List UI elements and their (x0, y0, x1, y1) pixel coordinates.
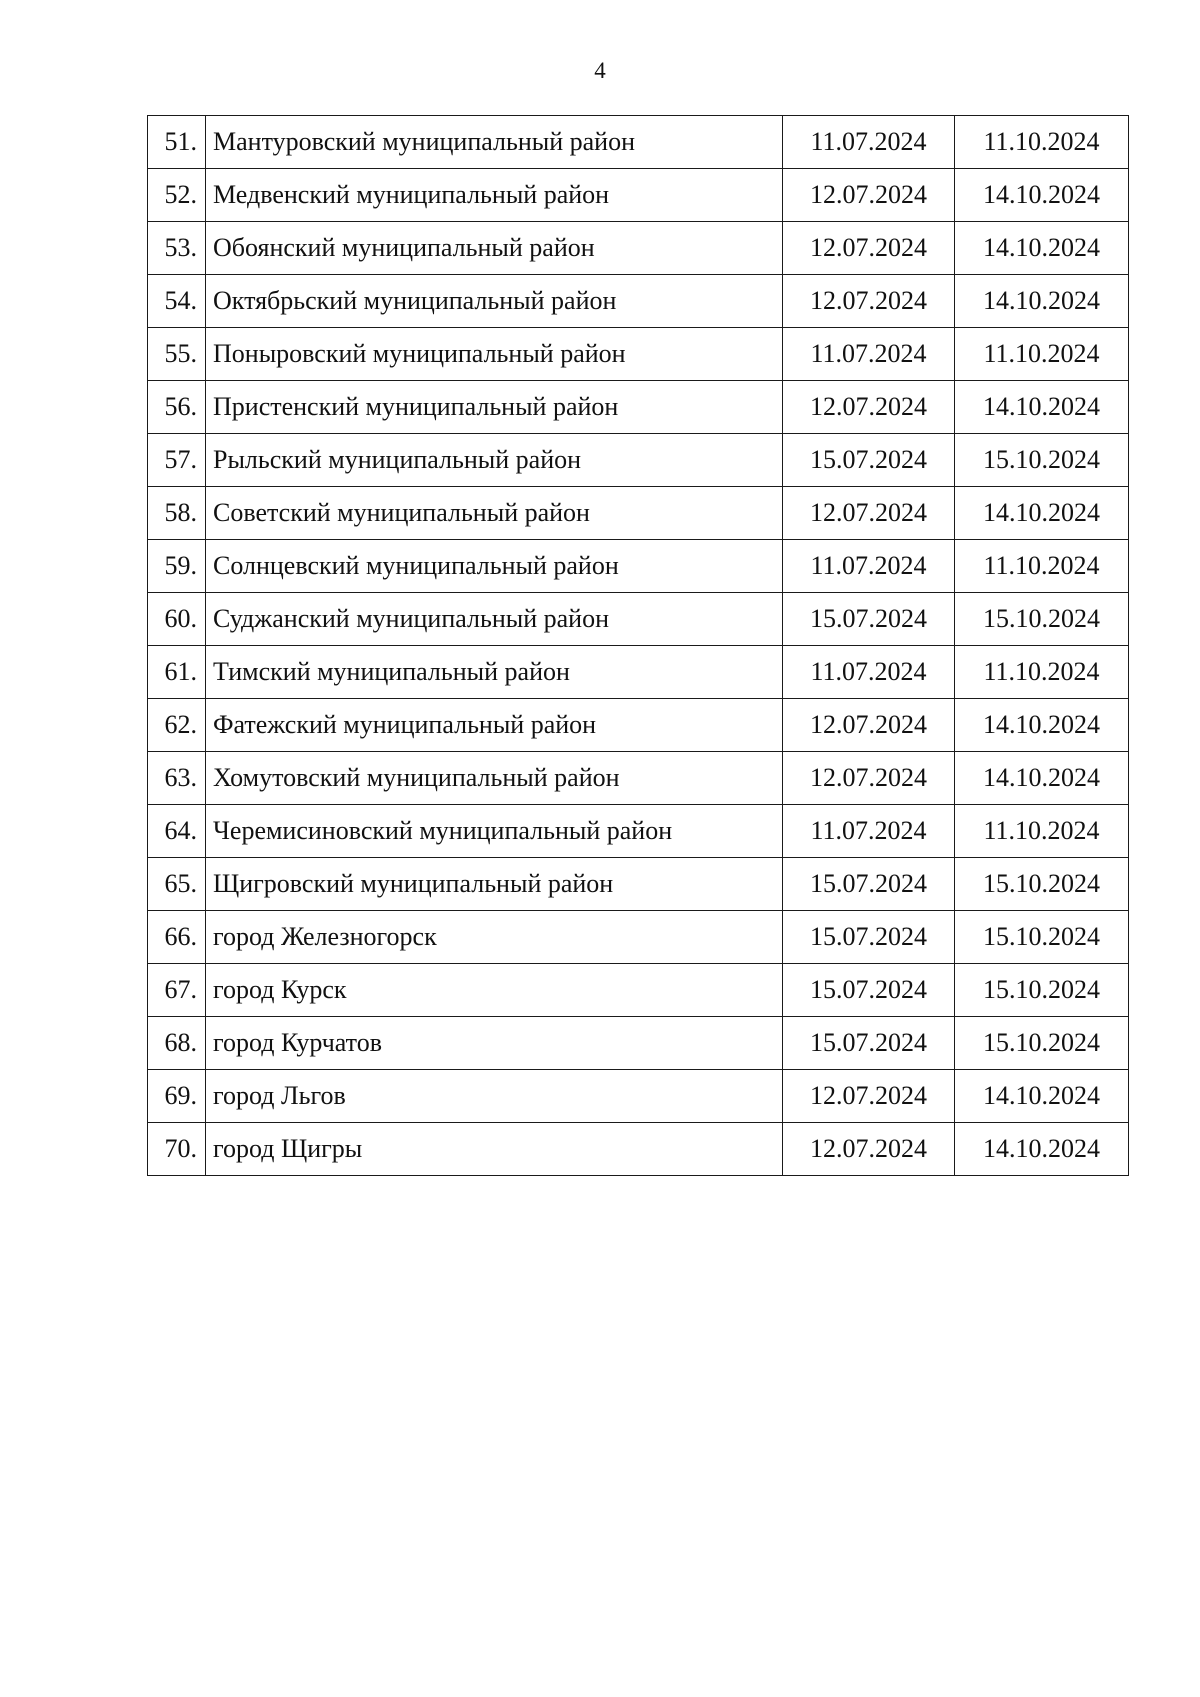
start-date: 15.07.2024 (783, 1017, 955, 1070)
page-number: 4 (594, 58, 606, 83)
start-date: 15.07.2024 (783, 593, 955, 646)
municipality-name: город Железногорск (206, 911, 783, 964)
table-row (148, 434, 1129, 487)
end-date: 15.10.2024 (955, 911, 1129, 964)
row-number: 51. (148, 116, 206, 169)
end-date: 11.10.2024 (955, 540, 1129, 593)
municipality-name: Солнцевский муниципальный район (206, 540, 783, 593)
schedule-table (147, 115, 1129, 1176)
table-row (148, 381, 1129, 434)
end-date: 11.10.2024 (955, 805, 1129, 858)
table-row (148, 116, 1129, 169)
row-number: 61. (148, 646, 206, 699)
table-row (148, 275, 1129, 328)
table-row (148, 699, 1129, 752)
end-date: 15.10.2024 (955, 858, 1129, 911)
row-number: 52. (148, 169, 206, 222)
row-number: 54. (148, 275, 206, 328)
row-number: 53. (148, 222, 206, 275)
end-date: 14.10.2024 (955, 699, 1129, 752)
table-row (148, 1017, 1129, 1070)
municipality-name: Обоянский муниципальный район (206, 222, 783, 275)
end-date: 15.10.2024 (955, 1017, 1129, 1070)
start-date: 15.07.2024 (783, 911, 955, 964)
table-row (148, 911, 1129, 964)
table-row (148, 328, 1129, 381)
start-date: 11.07.2024 (783, 540, 955, 593)
start-date: 12.07.2024 (783, 222, 955, 275)
municipality-name: Рыльский муниципальный район (206, 434, 783, 487)
table-row (148, 540, 1129, 593)
start-date: 12.07.2024 (783, 1070, 955, 1123)
start-date: 11.07.2024 (783, 328, 955, 381)
start-date: 11.07.2024 (783, 805, 955, 858)
end-date: 14.10.2024 (955, 222, 1129, 275)
municipality-name: Фатежский муниципальный район (206, 699, 783, 752)
end-date: 15.10.2024 (955, 593, 1129, 646)
municipality-name: город Щигры (206, 1123, 783, 1176)
table-row (148, 964, 1129, 1017)
row-number: 60. (148, 593, 206, 646)
start-date: 15.07.2024 (783, 434, 955, 487)
end-date: 14.10.2024 (955, 487, 1129, 540)
municipality-name: Черемисиновский муниципальный район (206, 805, 783, 858)
municipality-name: Поныровский муниципальный район (206, 328, 783, 381)
table-row (148, 858, 1129, 911)
end-date: 11.10.2024 (955, 116, 1129, 169)
start-date: 12.07.2024 (783, 699, 955, 752)
row-number: 67. (148, 964, 206, 1017)
municipality-name: Медвенский муниципальный район (206, 169, 783, 222)
municipality-name: город Курчатов (206, 1017, 783, 1070)
table-row (148, 752, 1129, 805)
row-number: 59. (148, 540, 206, 593)
row-number: 62. (148, 699, 206, 752)
municipality-name: Тимский муниципальный район (206, 646, 783, 699)
row-number: 57. (148, 434, 206, 487)
table-row (148, 487, 1129, 540)
end-date: 14.10.2024 (955, 275, 1129, 328)
start-date: 12.07.2024 (783, 275, 955, 328)
table-row (148, 1070, 1129, 1123)
municipality-name: город Курск (206, 964, 783, 1017)
start-date: 12.07.2024 (783, 487, 955, 540)
end-date: 14.10.2024 (955, 381, 1129, 434)
municipality-name: Советский муниципальный район (206, 487, 783, 540)
municipality-name: город Льгов (206, 1070, 783, 1123)
table-row (148, 805, 1129, 858)
table-row (148, 593, 1129, 646)
row-number: 64. (148, 805, 206, 858)
table-row (148, 222, 1129, 275)
end-date: 15.10.2024 (955, 434, 1129, 487)
end-date: 11.10.2024 (955, 328, 1129, 381)
row-number: 58. (148, 487, 206, 540)
start-date: 12.07.2024 (783, 752, 955, 805)
end-date: 14.10.2024 (955, 752, 1129, 805)
municipality-name: Мантуровский муниципальный район (206, 116, 783, 169)
start-date: 12.07.2024 (783, 169, 955, 222)
row-number: 65. (148, 858, 206, 911)
table-row (148, 1123, 1129, 1176)
row-number: 63. (148, 752, 206, 805)
municipality-name: Пристенский муниципальный район (206, 381, 783, 434)
start-date: 11.07.2024 (783, 646, 955, 699)
row-number: 70. (148, 1123, 206, 1176)
table-body (148, 116, 1129, 1176)
municipality-name: Щигровский муниципальный район (206, 858, 783, 911)
end-date: 14.10.2024 (955, 169, 1129, 222)
start-date: 12.07.2024 (783, 381, 955, 434)
municipality-name: Суджанский муниципальный район (206, 593, 783, 646)
end-date: 14.10.2024 (955, 1123, 1129, 1176)
start-date: 12.07.2024 (783, 1123, 955, 1176)
end-date: 14.10.2024 (955, 1070, 1129, 1123)
start-date: 11.07.2024 (783, 116, 955, 169)
row-number: 68. (148, 1017, 206, 1070)
municipality-name: Октябрьский муниципальный район (206, 275, 783, 328)
table-row (148, 646, 1129, 699)
end-date: 11.10.2024 (955, 646, 1129, 699)
row-number: 55. (148, 328, 206, 381)
start-date: 15.07.2024 (783, 964, 955, 1017)
row-number: 66. (148, 911, 206, 964)
row-number: 56. (148, 381, 206, 434)
table-row (148, 169, 1129, 222)
start-date: 15.07.2024 (783, 858, 955, 911)
municipality-name: Хомутовский муниципальный район (206, 752, 783, 805)
end-date: 15.10.2024 (955, 964, 1129, 1017)
row-number: 69. (148, 1070, 206, 1123)
